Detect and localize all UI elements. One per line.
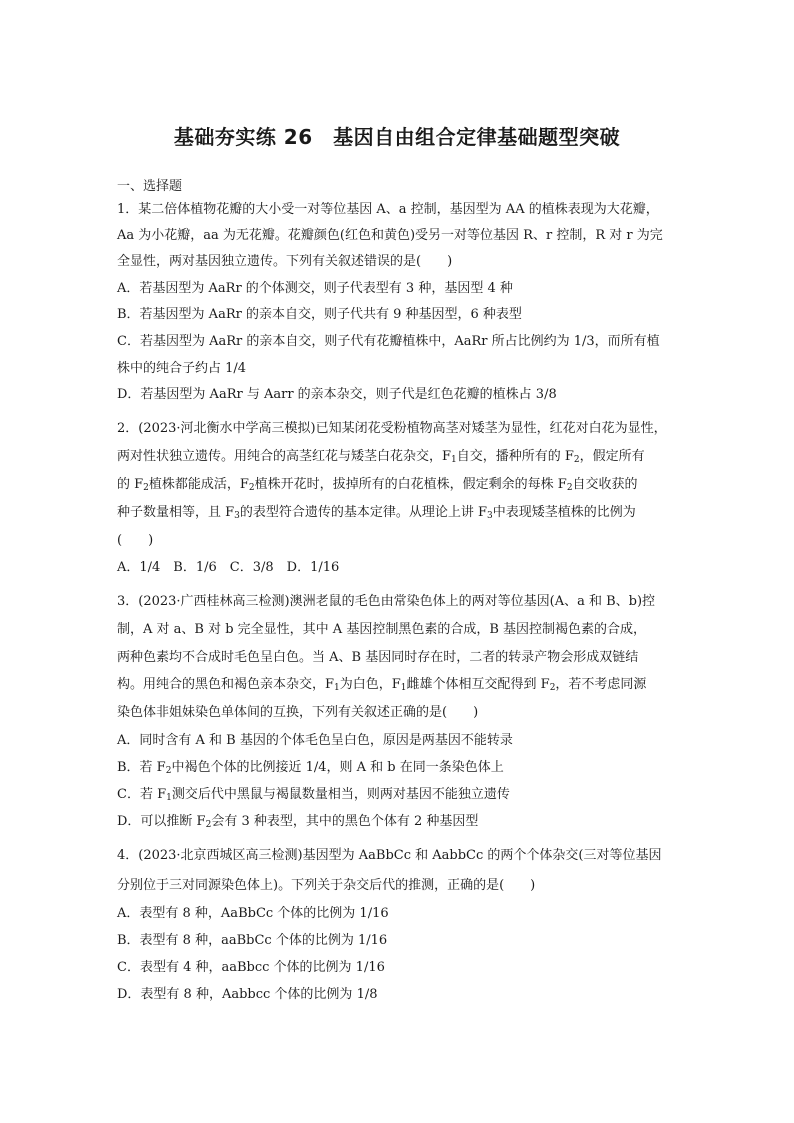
q4-option-a: A．表型有 8 种，AaBbCc 个体的比例为 1/16 bbox=[117, 906, 389, 921]
q2-options: A．1/4 B．1/6 C．3/8 D．1/16 bbox=[117, 560, 340, 575]
q1-stem-line-2: Aa 为小花瓣，aa 为无花瓣。花瓣颜色(红色和黄色)受另一对等位基因 R、r 控制，R 对 r 为完 bbox=[117, 228, 663, 243]
q2-stem-line-1: 2．(2023·河北衡水中学高三模拟)已知某闭花受粉植物高茎对矮茎为显性，红花对白花为显性， bbox=[117, 421, 667, 436]
q3-stem-line-2: 制，A 对 a、B 对 b 完全显性，其中 A 基因控制黑色素的合成，B 基因控制褐色素的合成， bbox=[117, 622, 647, 637]
q3-option-c: C．若 $F_1$测交后代中黑鼠与褐鼠数量相当，则两对基因不能独立遗传 bbox=[117, 787, 510, 803]
q3-option-b: B．若 $F_2$中褐色个体的比例接近 1/4，则 A 和 b 在同一条染色体上 bbox=[117, 760, 504, 776]
q1-stem-line-1: 1．某二倍体植物花瓣的大小受一对等位基因 A、a 控制，基因型为 AA 的植株表现为大花瓣， bbox=[117, 202, 659, 217]
q1-option-a: A．若基因型为 AaRr 的个体测交，则子代表型有 3 种，基因型 4 种 bbox=[117, 281, 513, 296]
q4-stem-line-1: 4．(2023·北京西城区高三检测)基因型为 AaBbCc 和 AabbCc 的两个个体杂交(三对等位基因 bbox=[117, 848, 662, 863]
q2-stem-line-5: ( ) bbox=[117, 533, 154, 548]
q1-option-d: D．若基因型为 AaRr 与 Aarr 的亲本杂交，则子代是红色花瓣的植株占 3/8 bbox=[117, 387, 557, 402]
q4-option-c: C．表型有 4 种，aaBbcc 个体的比例为 1/16 bbox=[117, 960, 385, 975]
q1-option-c-line-2: 株中的纯合子约占 1/4 bbox=[117, 361, 247, 376]
q4-option-b: B．表型有 8 种，aaBbCc 个体的比例为 1/16 bbox=[117, 933, 388, 948]
section-heading: 一、选择题 bbox=[117, 179, 183, 194]
q1-stem-line-3: 全显性，两对基因独立遗传。下列有关叙述错误的是( ) bbox=[117, 254, 453, 269]
q3-option-a: A．同时含有 A 和 B 基因的个体毛色呈白色，原因是两基因不能转录 bbox=[117, 733, 513, 748]
q2-stem-line-2: 两对性状独立遗传。用纯合的高茎红花与矮茎白花杂交，$F_1$自交，播种所有的 $F_2$，假定所有 bbox=[117, 449, 645, 465]
q2-stem-line-4: 种子数量相等，且 $F_3$的表型符合遗传的基本定律。从理论上讲 $F_3$中表现矮茎植株的比例为 bbox=[117, 505, 636, 521]
q1-option-c-line-1: C．若基因型为 AaRr 的亲本自交，则子代有花瓣植株中，AaRr 所占比例约为 1/3，而所有植 bbox=[117, 334, 660, 349]
q3-stem-line-3: 两种色素均不合成时毛色呈白色。当 A、B 基因同时存在时，二者的转录产物会形成双链结 bbox=[117, 650, 639, 665]
page-title: 基础夯实练 26 基因自由组合定律基础题型突破 bbox=[173, 125, 621, 149]
q3-stem-line-5: 染色体非姐妹染色单体间的互换，下列有关叙述正确的是( ) bbox=[117, 705, 479, 720]
q2-stem-line-3: 的 $F_2$植株都能成活，$F_2$植株开花时，拔掉所有的白花植株，假定剩余的每株 $F_2$自交收获的 bbox=[117, 477, 638, 493]
q3-stem-line-1: 3．(2023·广西桂林高三检测)澳洲老鼠的毛色由常染色体上的两对等位基因(A、a 和 B、b)控 bbox=[117, 594, 656, 609]
q3-stem-line-4: 构。用纯合的黑色和褐色亲本杂交，$F_1$为白色，$F_1$雌雄个体相互交配得到 $F_2$，若不考虑同源 bbox=[117, 677, 647, 693]
q1-option-b: B．若基因型为 AaRr 的亲本自交，则子代共有 9 种基因型，6 种表型 bbox=[117, 307, 522, 322]
q3-option-d: D．可以推断 $F_2$会有 3 种表型，其中的黑色个体有 2 种基因型 bbox=[117, 814, 479, 830]
q4-option-d: D．表型有 8 种，Aabbcc 个体的比例为 1/8 bbox=[117, 987, 378, 1002]
q4-stem-line-2: 分别位于三对同源染色体上)。下列关于杂交后代的推测，正确的是( ) bbox=[117, 878, 536, 893]
